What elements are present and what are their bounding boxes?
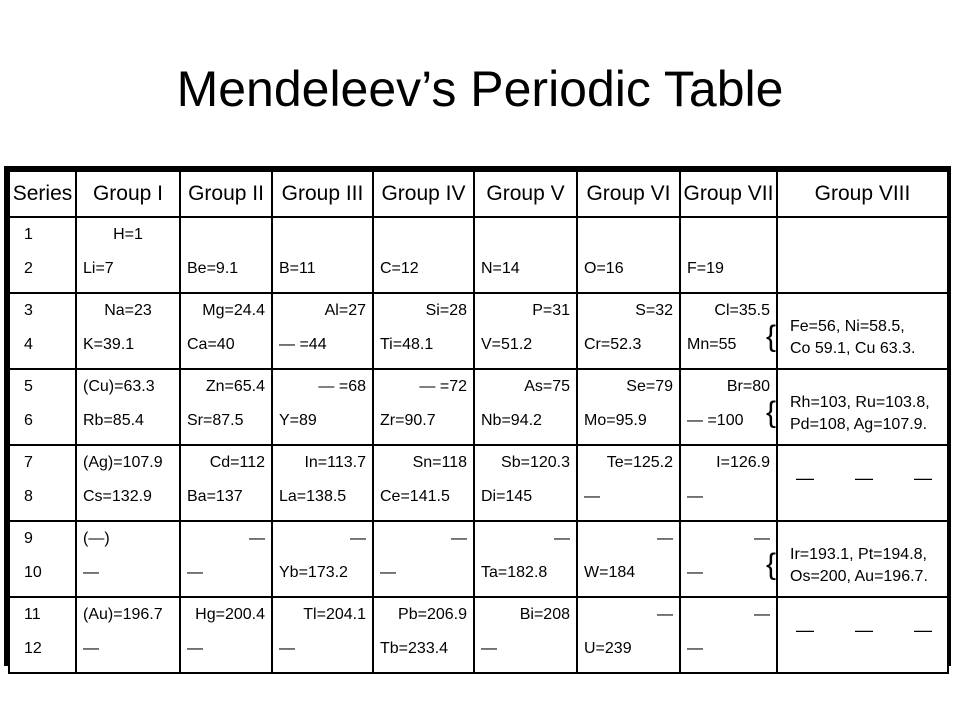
element-entry: Na=23 <box>104 302 152 319</box>
series-cell <box>9 597 76 673</box>
header-series: Series <box>9 171 76 217</box>
element-entry: Mg=24.4 <box>202 302 265 319</box>
element-entry: Si=28 <box>425 302 467 319</box>
series-number: 10 <box>24 564 42 581</box>
element-cell <box>373 445 474 521</box>
element-entry: Se=79 <box>626 378 673 395</box>
element-entry: Y=89 <box>279 412 317 429</box>
element-cell <box>180 217 272 293</box>
element-cell <box>76 445 180 521</box>
element-entry: Yb=173.2 <box>279 564 348 581</box>
element-entry: Br=80 <box>726 378 770 395</box>
element-entry: — <box>380 564 396 581</box>
element-entry: Nb=94.2 <box>481 412 542 429</box>
series-number: 7 <box>24 454 33 471</box>
element-entry: F=19 <box>687 260 724 277</box>
periodic-table-frame <box>4 166 951 666</box>
element-cell <box>76 293 180 369</box>
periodic-table <box>8 170 949 674</box>
element-cell <box>474 597 577 673</box>
element-entry: — <box>687 488 703 505</box>
element-cell <box>76 217 180 293</box>
brace-mark: { <box>766 396 777 429</box>
element-cell <box>680 597 777 673</box>
element-cell <box>180 521 272 597</box>
element-cell <box>680 521 777 597</box>
element-cell <box>76 521 180 597</box>
header-group-8: Group VIII <box>777 171 948 217</box>
element-entry: V=51.2 <box>481 336 533 353</box>
element-cell <box>474 369 577 445</box>
element-cell <box>577 445 680 521</box>
element-entry: Sr=87.5 <box>187 412 244 429</box>
element-cell <box>272 445 373 521</box>
series-cell <box>9 521 76 597</box>
element-cell <box>373 597 474 673</box>
header-group-7: Group VII <box>680 171 777 217</box>
element-entry: As=75 <box>524 378 570 395</box>
series-number: 1 <box>24 226 33 243</box>
element-cell <box>577 293 680 369</box>
series-number: 11 <box>24 606 41 623</box>
element-entry: (Ag)=107.9 <box>83 454 163 471</box>
header-row <box>9 171 948 217</box>
element-entry: Di=145 <box>481 488 533 505</box>
brace-mark: { <box>766 320 777 353</box>
header-group-5: Group V <box>474 171 577 217</box>
group-8-entry: Os=200, Au=196.7. <box>790 568 928 585</box>
series-number: 8 <box>24 488 33 505</box>
element-entry: N=14 <box>481 260 520 277</box>
element-cell <box>373 369 474 445</box>
element-cell <box>272 521 373 597</box>
series-number: 9 <box>24 530 33 547</box>
element-cell <box>577 521 680 597</box>
element-cell <box>474 293 577 369</box>
table-row <box>9 293 948 369</box>
element-entry: P=31 <box>532 302 570 319</box>
element-entry: — =72 <box>419 378 467 395</box>
element-cell <box>76 369 180 445</box>
element-entry: — <box>187 564 203 581</box>
series-number: 6 <box>24 412 33 429</box>
element-entry: — <box>754 530 770 547</box>
element-cell <box>577 369 680 445</box>
element-entry: — =68 <box>318 378 366 395</box>
element-cell <box>180 445 272 521</box>
group-8-entry: — — — <box>796 468 951 488</box>
header-group-1: Group I <box>76 171 180 217</box>
group-8-cell <box>766 369 948 445</box>
group-8-entry: Ir=193.1, Pt=194.8, <box>790 546 927 563</box>
element-entry: W=184 <box>584 564 636 581</box>
element-cell <box>373 293 474 369</box>
element-cell <box>373 217 474 293</box>
element-entry: U=239 <box>584 640 632 657</box>
element-cell <box>577 217 680 293</box>
element-cell <box>272 217 373 293</box>
element-entry: Ba=137 <box>187 488 243 505</box>
element-entry: — =44 <box>279 336 327 353</box>
element-entry: In=113.7 <box>304 454 366 471</box>
series-number: 12 <box>24 640 42 657</box>
table-body <box>9 217 951 673</box>
header-group-6: Group VI <box>577 171 680 217</box>
element-cell <box>272 293 373 369</box>
element-entry: Cd=112 <box>209 454 265 471</box>
element-entry: Te=125.2 <box>606 454 673 471</box>
series-cell <box>9 217 76 293</box>
element-cell <box>272 597 373 673</box>
series-cell <box>9 293 76 369</box>
element-cell <box>680 293 777 369</box>
header-group-4: Group IV <box>373 171 474 217</box>
element-entry: — <box>657 530 673 547</box>
group-8-cell <box>777 217 948 293</box>
element-entry: Sn=118 <box>412 454 467 471</box>
element-entry: (—) <box>83 530 110 547</box>
element-entry: Ti=48.1 <box>380 336 434 353</box>
group-8-entry: Co 59.1, Cu 63.3. <box>790 340 916 357</box>
element-cell <box>272 369 373 445</box>
element-entry: Mn=55 <box>687 336 737 353</box>
element-entry: — <box>584 488 600 505</box>
group-8-entry: Rh=103, Ru=103.8, <box>790 394 930 411</box>
element-cell <box>373 521 474 597</box>
element-entry: — <box>279 640 295 657</box>
element-entry: O=16 <box>584 260 624 277</box>
element-entry: C=12 <box>380 260 419 277</box>
element-entry: — <box>687 640 703 657</box>
element-entry: — <box>249 530 265 547</box>
element-entry: Tb=233.4 <box>380 640 449 657</box>
element-cell <box>680 369 777 445</box>
element-entry: — <box>554 530 570 547</box>
element-entry: Mo=95.9 <box>584 412 647 429</box>
group-8-entry: Fe=56, Ni=58.5, <box>790 318 905 335</box>
header-group-2: Group II <box>180 171 272 217</box>
group-8-entry: Pd=108, Ag=107.9. <box>790 416 928 433</box>
element-entry: B=11 <box>279 260 316 277</box>
element-cell <box>180 293 272 369</box>
series-number: 2 <box>24 260 33 277</box>
element-entry: Ca=40 <box>187 336 235 353</box>
element-entry: H=1 <box>113 226 143 243</box>
brace-mark: { <box>766 548 777 581</box>
table-row <box>9 521 948 597</box>
element-entry: — <box>754 606 770 623</box>
element-entry: — <box>350 530 366 547</box>
element-entry: Zr=90.7 <box>380 412 436 429</box>
element-entry: I=126.9 <box>716 454 770 471</box>
element-cell <box>474 445 577 521</box>
element-entry: Ce=141.5 <box>380 488 450 505</box>
element-entry: Pb=206.9 <box>398 606 467 623</box>
element-entry: Tl=204.1 <box>303 606 366 623</box>
group-8-cell <box>777 445 951 521</box>
group-8-cell <box>766 521 948 597</box>
element-cell <box>680 217 777 293</box>
element-cell <box>180 369 272 445</box>
element-entry: La=138.5 <box>279 488 347 505</box>
element-cell <box>474 521 577 597</box>
element-entry: Al=27 <box>324 302 366 319</box>
series-cell <box>9 445 76 521</box>
element-entry: S=32 <box>635 302 673 319</box>
element-entry: Cr=52.3 <box>584 336 642 353</box>
series-number: 5 <box>24 378 33 395</box>
element-entry: — <box>83 564 99 581</box>
element-entry: Zn=65.4 <box>205 378 265 395</box>
table-row <box>9 597 948 673</box>
element-entry: Cl=35.5 <box>714 302 770 319</box>
table-row <box>9 217 948 293</box>
element-entry: — <box>687 564 703 581</box>
element-cell <box>180 597 272 673</box>
element-entry: (Cu)=63.3 <box>83 378 155 395</box>
element-entry: K=39.1 <box>83 336 135 353</box>
element-entry: — =100 <box>687 412 744 429</box>
element-entry: Bi=208 <box>519 606 570 623</box>
element-entry: — <box>657 606 673 623</box>
element-cell <box>577 597 680 673</box>
group-8-cell <box>766 293 948 369</box>
element-entry: Sb=120.3 <box>501 454 570 471</box>
table-row <box>9 445 948 521</box>
series-cell <box>9 369 76 445</box>
table-row <box>9 369 948 445</box>
element-entry: — <box>481 640 497 657</box>
element-entry: — <box>83 640 99 657</box>
element-cell <box>680 445 777 521</box>
group-8-cell <box>777 597 951 673</box>
element-entry: Ta=182.8 <box>481 564 548 581</box>
element-entry: Hg=200.4 <box>195 606 265 623</box>
element-entry: Rb=85.4 <box>83 412 144 429</box>
element-entry: Be=9.1 <box>187 260 239 277</box>
element-cell <box>76 597 180 673</box>
element-entry: Li=7 <box>83 260 114 277</box>
element-entry: Cs=132.9 <box>83 488 152 505</box>
slide-title: Mendeleev’s Periodic Table <box>176 61 784 117</box>
element-entry: (Au)=196.7 <box>83 606 163 623</box>
element-cell <box>474 217 577 293</box>
header-group-3: Group III <box>272 171 373 217</box>
series-number: 4 <box>24 336 33 353</box>
series-number: 3 <box>24 302 33 319</box>
element-entry: — <box>451 530 467 547</box>
group-8-entry: — — — <box>796 620 951 640</box>
element-entry: — <box>187 640 203 657</box>
